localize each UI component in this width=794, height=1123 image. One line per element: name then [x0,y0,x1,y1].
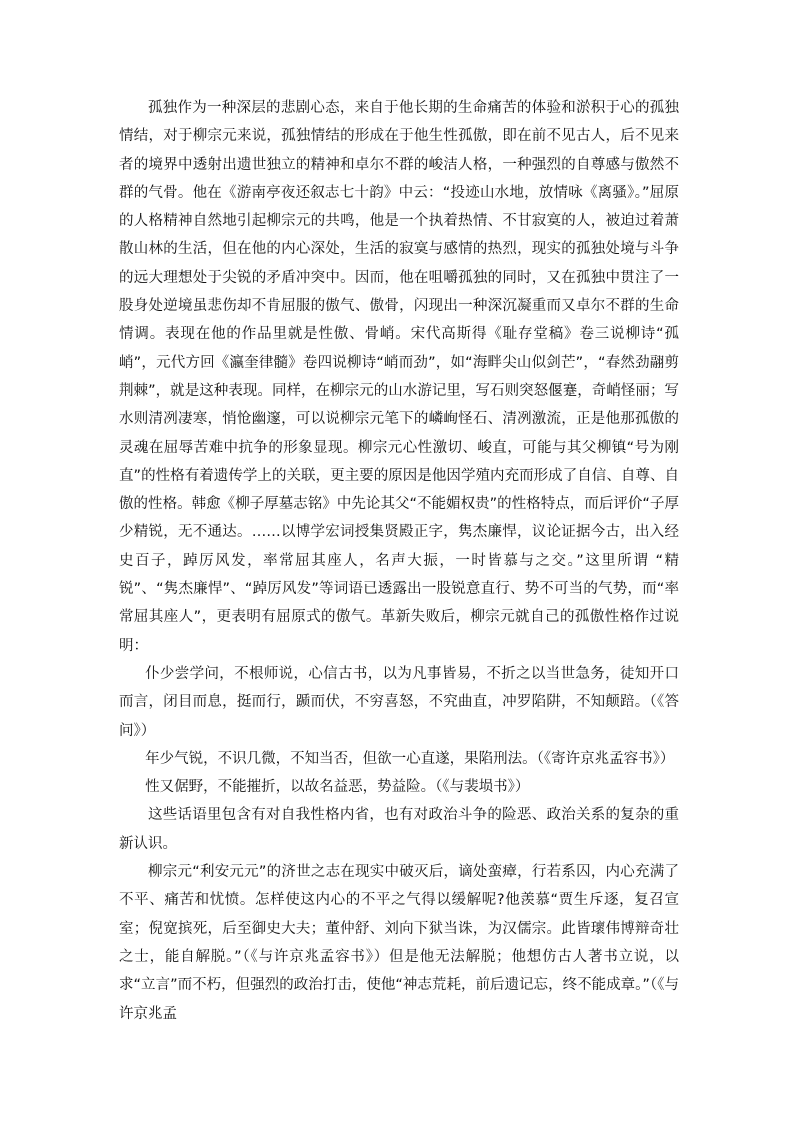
document-body [119,94,679,1028]
paragraph-loneliness: 孤独作为一种深层的悲剧心态，来自于他长期的生命痛苦的体验和淤积于心的孤独情结，对于柳宗元来说，孤独情结的形成在于他生性孤傲，即在前不见古人，后不见来者的境界中透射出遗世独立的精神和卓尔不群的峻洁人格，一种强烈的自尊感与傲然不群的气骨。他在《游南亭夜还叙志七十韵》中云：“投迹山水地，放情咏《离骚》。”屈原的人格精神自然地引起柳宗元的共鸣，他是一个执着热情、不甘寂寞的人，被迫过着萧散山林的生活，但在他的内心深处，生活的寂寞与感情的热烈，现实的孤独处境与斗争的远大理想处于尖锐的矛盾冲突中。因而，他在咀嚼孤独的同时，又在孤独中贯注了一股身处逆境虽悲伤却不肯屈服的傲气、傲骨，闪现出一种深沉凝重而又卓尔不群的生命情调。表现在他的作品里就是性傲、骨峭。宋代高斯得《耻存堂稿》卷三说柳诗“孤峭”，元代方回《瀛奎律髓》卷四说柳诗“峭而劲”，如“海畔尖山似剑芒”，“春然劲翮剪荆棘”，就是这种表现。同样，在柳宗元的山水游记里，写石则突怒偃蹇，奇峭怪丽；写水则清冽凄寒，悄怆幽邃，可以说柳宗元笔下的嶙峋怪石、清冽激流，正是他那孤傲的灵魂在屈辱苦难中抗争的形象显现。柳宗元心性激切、峻直，可能与其父柳镇“号为刚直”的性格有着遗传学上的关联，更主要的原因是他因学殖内充而形成了自信、自尊、自傲的性格。韩愈《柳子厚墓志铭》中先论其父“不能媚权贵”的性格特点，而后评价“子厚少精锐，无不通达。……以博学宏词授集贤殿正字，隽杰廉悍，议论证据今古，出入经史百子，踔厉风发，率常屈其座人，名声大振，一时皆慕与之交。”这里所谓 “精锐”、“隽杰廉悍”、“踔厉风发”等词语已透露出一股锐意直行、势不可当的气势，而“率常屈其座人”，更表明有屈原式的傲气。革新失败后，柳宗元就自己的孤傲性格作过说明： [119,100,679,654]
quote-dawen: 仆少尝学问，不根师说，心信古书，以为凡事皆易，不折之以当世急务，徒知开口而言，闭目而息，挺而行，踬而伏，不穷喜怒，不究曲直，冲罗陷阱，不知颠踣。（《答问》） [119,665,679,739]
quote-xujingzhao: 年少气锐，不识几微，不知当否，但欲一心直遂，果陷刑法。（《寄许京兆孟容书》） [145,750,675,767]
paragraph-frustration: 柳宗元“利安元元”的济世之志在现实中破灭后，谪处蛮瘴，行若系囚，内心充满了不平、痛苦和忧愤。怎样使这内心的不平之气得以缓解呢?他羡慕“贾生斥逐，复召宣室；倪宽摈死，后至御史大夫；董仲舒、刘向下狱当诛，为汉儒宗。此皆瓌伟博辩奇壮之士，能自解脱。”（《与许京兆孟容书》）但是他无法解脱；他想仿古人著书立说，以求“立言”而不朽，但强烈的政治打击，使他“神志荒耗，前后遗记忘，终不能成章。”（《与许京兆孟 [119,864,679,1022]
quote-peixun: 性又倨野，不能摧折，以故名益恶，势益险。（《与裴埙书》） [145,779,530,796]
paragraph-reflection: 这些话语里包含有对自我性格内省，也有对政治斗争的险恶、政治关系的复杂的重新认识。 [119,807,679,852]
